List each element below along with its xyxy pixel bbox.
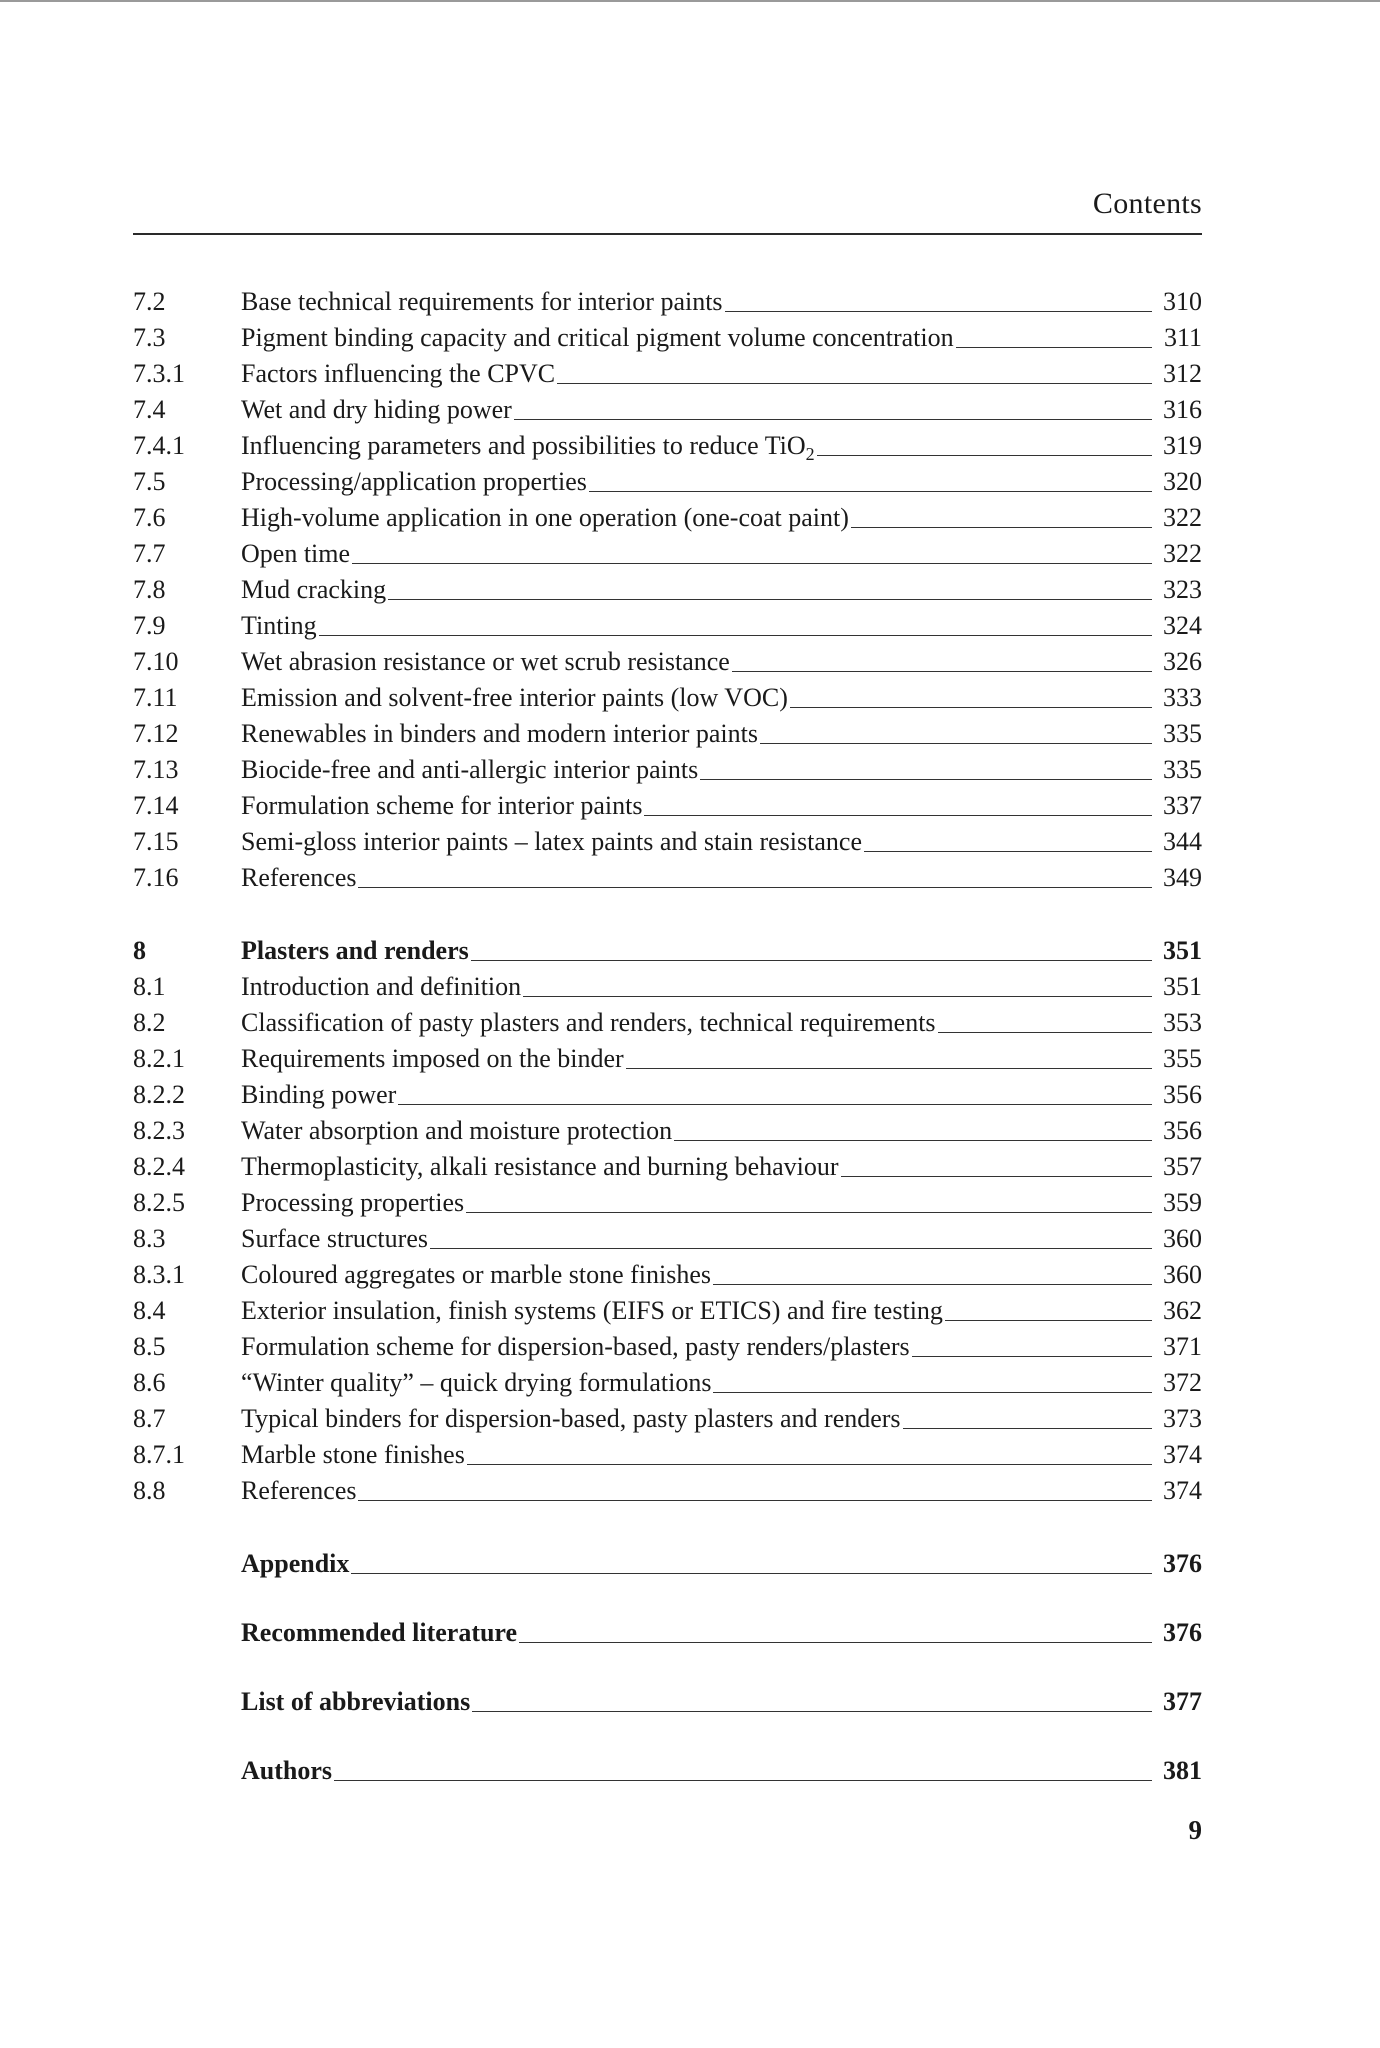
toc-entry-page: 326 <box>1163 647 1202 676</box>
toc-entry-title-wrap <box>241 1149 1154 1185</box>
toc-entry-page: 310 <box>1163 287 1202 316</box>
toc-entry-title-wrap <box>241 1684 1154 1720</box>
toc-entry[interactable] <box>133 284 1202 320</box>
toc-entry-title <box>241 1615 517 1651</box>
toc-entry-page: 374 <box>1163 1440 1202 1469</box>
toc-leader-line <box>864 851 1152 852</box>
toc-entry-title-text: Base technical requirements for interior paints <box>241 287 723 316</box>
toc-entry-title-wrap <box>241 824 1154 860</box>
toc-entry-page: 353 <box>1163 1008 1202 1037</box>
toc-entry[interactable] <box>133 1005 1202 1041</box>
toc-entry-title <box>241 680 788 716</box>
toc-leader-line <box>472 1711 1152 1712</box>
toc-entry[interactable] <box>133 1365 1202 1401</box>
toc-entry-title <box>241 644 730 680</box>
toc-entry-number: 7.9 <box>133 611 166 640</box>
toc-entry-title <box>241 716 758 752</box>
toc-leader-line <box>903 1428 1152 1429</box>
toc-spacer <box>133 896 1202 933</box>
toc-entry-title-wrap <box>241 1753 1154 1789</box>
toc-entry-title-wrap <box>241 500 1154 536</box>
toc-entry-page: 312 <box>1163 359 1202 388</box>
toc-leader-line <box>467 1464 1152 1465</box>
toc-entry-title-wrap <box>241 860 1154 896</box>
toc-spacer <box>133 1509 1202 1546</box>
toc-entry-page: 371 <box>1163 1332 1202 1361</box>
toc-entry-title-text: Processing properties <box>241 1188 465 1217</box>
toc-leader-line <box>760 743 1152 744</box>
toc-entry-title-text: Marble stone finishes <box>241 1440 465 1469</box>
toc-entry-number: 7.10 <box>133 647 179 676</box>
toc-entry-title <box>241 608 317 644</box>
toc-entry-title <box>241 933 469 969</box>
toc-entry-number: 8.2 <box>133 1008 166 1037</box>
toc-entry-number: 7.7 <box>133 539 166 568</box>
toc-entry-title-text: Requirements imposed on the binder <box>241 1044 624 1073</box>
toc-entry-title-text: Tinting <box>241 611 317 640</box>
toc-entry-title <box>241 752 698 788</box>
toc-entry-number: 7.3 <box>133 323 166 352</box>
toc-entry-page: 376 <box>1163 1618 1202 1647</box>
toc-entry-title-text: Introduction and definition <box>241 972 522 1001</box>
toc-entry-title-text: Appendix <box>241 1549 350 1578</box>
toc-leader-line <box>430 1248 1152 1249</box>
toc-entry-title-text: Open time <box>241 539 351 568</box>
toc-entry-title <box>241 860 356 896</box>
toc-entry-title <box>241 1546 349 1582</box>
toc-entry-title-wrap <box>241 1615 1154 1651</box>
toc-entry-title <box>241 320 954 356</box>
toc-leader-line <box>319 635 1152 636</box>
toc-entry-title-text: Binding power <box>241 1080 397 1109</box>
toc-entry[interactable] <box>133 1113 1202 1149</box>
toc-leader-line <box>626 1068 1152 1069</box>
toc-entry-page: 356 <box>1163 1080 1202 1109</box>
toc-entry-page: 360 <box>1163 1224 1202 1253</box>
toc-entry-title-text: Exterior insulation, finish systems (EIFS or ETICS) and fire testing <box>241 1296 943 1325</box>
toc-entry-title <box>241 1437 465 1473</box>
toc-entry-number: 8.4 <box>133 1296 166 1325</box>
toc-entry-title-text: Processing/application properties <box>241 467 587 496</box>
toc-entry-title-wrap <box>241 1293 1154 1329</box>
toc-entry-page: 374 <box>1163 1476 1202 1505</box>
toc-entry[interactable] <box>133 644 1202 680</box>
toc-leader-line <box>514 419 1152 420</box>
toc-entry-title-wrap <box>241 1005 1154 1041</box>
toc-entry-title-text: Surface structures <box>241 1224 428 1253</box>
toc-entry-title <box>241 1365 711 1401</box>
toc-entry-title-wrap <box>241 1185 1154 1221</box>
toc-entry-title-text: Classification of pasty plasters and renders, technical requirements <box>241 1008 936 1037</box>
toc-entry-title-text: Pigment binding capacity and critical pigment volume concentration <box>241 323 954 352</box>
toc-spacer <box>133 1651 1202 1684</box>
toc-entry[interactable] <box>133 536 1202 572</box>
toc-leader-line <box>589 491 1152 492</box>
toc-leader-line <box>358 1500 1152 1501</box>
toc-entry-number: 7.15 <box>133 827 179 856</box>
toc-entry-page: 355 <box>1163 1044 1202 1073</box>
toc-leader-line <box>700 779 1152 780</box>
toc-entry-number: 7.11 <box>133 683 178 712</box>
toc-leader-line <box>523 996 1152 997</box>
toc-entry-title-text: Thermoplasticity, alkali resistance and burning behaviour <box>241 1152 839 1181</box>
toc-entry-subscript: 2 <box>805 444 815 465</box>
toc-entry-page: 377 <box>1163 1687 1202 1716</box>
toc-entry-number: 8.2.1 <box>133 1044 185 1073</box>
toc-leader-line <box>352 563 1152 564</box>
toc-spacer <box>133 1582 1202 1615</box>
toc-entry-title-wrap <box>241 1365 1154 1401</box>
toc-entry-number: 8 <box>133 936 146 965</box>
toc-entry[interactable] <box>133 392 1202 428</box>
toc-entry-number: 8.6 <box>133 1368 166 1397</box>
toc-entry-page: 311 <box>1163 323 1202 352</box>
toc-leader-line <box>674 1140 1152 1141</box>
toc-entry-page: 373 <box>1163 1404 1202 1433</box>
toc-entry[interactable] <box>133 1257 1202 1293</box>
toc-entry-title-wrap <box>241 1221 1154 1257</box>
toc-entry[interactable] <box>133 320 1202 356</box>
page-folio: 9 <box>1188 1815 1202 1845</box>
toc-entry-title <box>241 788 642 824</box>
toc-entry-title <box>241 1185 464 1221</box>
toc-entry[interactable] <box>133 860 1202 896</box>
toc-entry-page: 324 <box>1163 611 1202 640</box>
toc-entry-title-wrap <box>241 1473 1154 1509</box>
toc-entry-page: 359 <box>1163 1188 1202 1217</box>
toc-entry-number: 7.6 <box>133 503 166 532</box>
toc-entry-title-text: Renewables in binders and modern interior paints <box>241 719 758 748</box>
toc-entry-title <box>241 1401 901 1437</box>
toc-leader-line <box>851 527 1152 528</box>
toc-entry-page: 337 <box>1163 791 1202 820</box>
toc-entry-page: 381 <box>1163 1756 1202 1785</box>
toc-entry-number: 8.8 <box>133 1476 166 1505</box>
toc-entry-number: 7.8 <box>133 575 166 604</box>
toc-entry-page: 362 <box>1163 1296 1202 1325</box>
toc-entry[interactable] <box>133 1185 1202 1221</box>
toc-entry[interactable] <box>133 1473 1202 1509</box>
toc-entry-page: 335 <box>1163 755 1202 784</box>
toc-entry[interactable] <box>133 572 1202 608</box>
toc-entry-title-text: High-volume application in one operation (one-coat paint) <box>241 503 849 532</box>
toc-entry-number: 7.13 <box>133 755 179 784</box>
toc-entry-page: 333 <box>1163 683 1202 712</box>
toc-entry-number: 7.5 <box>133 467 166 496</box>
toc-entry-number: 8.5 <box>133 1332 166 1361</box>
running-header <box>133 185 1202 235</box>
toc-entry-title-wrap <box>241 788 1154 824</box>
toc-entry-number: 8.7.1 <box>133 1440 185 1469</box>
toc-leader-line <box>945 1320 1152 1321</box>
toc-leader-line <box>388 599 1152 600</box>
toc-entry-number: 7.3.1 <box>133 359 185 388</box>
toc-entry-title-wrap <box>241 284 1154 320</box>
toc-entry[interactable] <box>133 428 1202 464</box>
toc-entry-title-text: Recommended literature <box>241 1618 518 1647</box>
toc-entry[interactable] <box>133 1546 1202 1582</box>
toc-entry-page: 360 <box>1163 1260 1202 1289</box>
toc-entry-number: 8.3.1 <box>133 1260 185 1289</box>
toc-entry-number: 7.2 <box>133 287 166 316</box>
toc-entry-title-text: References <box>241 863 357 892</box>
toc-entry-title <box>241 536 350 572</box>
toc-entry-number: 8.3 <box>133 1224 166 1253</box>
toc-leader-line <box>351 1573 1152 1574</box>
toc-entry-number: 8.2.2 <box>133 1080 185 1109</box>
toc-entry-title-text: List of abbreviations <box>241 1687 471 1716</box>
toc-entry-title-wrap <box>241 1077 1154 1113</box>
toc-entry-title <box>241 392 512 428</box>
toc-entry-title-text: Authors <box>241 1756 333 1785</box>
toc-leader-line <box>358 887 1152 888</box>
toc-entry-page: 319 <box>1163 431 1202 460</box>
toc-leader-line <box>841 1176 1152 1177</box>
toc-entry-page: 351 <box>1163 936 1202 965</box>
toc-entry-title-wrap <box>241 356 1154 392</box>
toc-entry-page: 316 <box>1163 395 1202 424</box>
toc-entry[interactable] <box>133 464 1202 500</box>
toc-entry-title-wrap <box>241 969 1154 1005</box>
toc-entry-title-text: Biocide-free and anti-allergic interior paints <box>241 755 699 784</box>
book-page <box>133 0 1202 2048</box>
toc-entry[interactable] <box>133 680 1202 716</box>
toc-entry-title-text: Emission and solvent-free interior paints (low VOC) <box>241 683 788 712</box>
toc-entry-title <box>241 428 815 464</box>
toc-leader-line <box>732 671 1152 672</box>
toc-entry-title <box>241 572 386 608</box>
toc-entry[interactable] <box>133 1293 1202 1329</box>
toc-entry[interactable] <box>133 824 1202 860</box>
toc-leader-line <box>725 311 1152 312</box>
toc-leader-line <box>471 960 1152 961</box>
toc-entry-title-wrap <box>241 752 1154 788</box>
toc-entry-title-text: Mud cracking <box>241 575 387 604</box>
toc-leader-line <box>817 455 1152 456</box>
toc-leader-line <box>398 1104 1152 1105</box>
toc-entry[interactable] <box>133 1615 1202 1651</box>
toc-entry-title <box>241 1753 332 1789</box>
toc-entry-page: 323 <box>1163 575 1202 604</box>
toc-entry[interactable] <box>133 1437 1202 1473</box>
toc-entry[interactable] <box>133 969 1202 1005</box>
toc-entry-title <box>241 1473 356 1509</box>
toc-entry[interactable] <box>133 1149 1202 1185</box>
toc-entry-title-text: Typical binders for dispersion-based, pasty plasters and renders <box>241 1404 901 1433</box>
toc-entry-title-wrap <box>241 320 1154 356</box>
toc-entry-page: 357 <box>1163 1152 1202 1181</box>
toc-entry[interactable] <box>133 933 1202 969</box>
toc-leader-line <box>713 1284 1152 1285</box>
toc-entry-title-wrap <box>241 572 1154 608</box>
toc-entry-number: 7.4.1 <box>133 431 185 460</box>
toc-entry-title-text: Formulation scheme for dispersion-based, pasty renders/plasters <box>241 1332 910 1361</box>
toc-leader-line <box>519 1642 1152 1643</box>
toc-entry-title-text: Formulation scheme for interior paints <box>241 791 643 820</box>
toc-entry[interactable] <box>133 1684 1202 1720</box>
table-of-contents <box>133 284 1202 1789</box>
toc-entry-title <box>241 356 555 392</box>
toc-entry-title <box>241 1293 943 1329</box>
toc-entry-page: 372 <box>1163 1368 1202 1397</box>
toc-leader-line <box>557 383 1152 384</box>
toc-entry-title-text: Water absorption and moisture protection <box>241 1116 673 1145</box>
toc-entry-title <box>241 1257 711 1293</box>
toc-entry[interactable] <box>133 500 1202 536</box>
toc-entry[interactable] <box>133 1329 1202 1365</box>
toc-leader-line <box>790 707 1152 708</box>
toc-entry-title <box>241 1077 396 1113</box>
toc-entry-number: 8.1 <box>133 972 166 1001</box>
toc-entry-title <box>241 969 521 1005</box>
toc-leader-line <box>644 815 1152 816</box>
toc-entry-title-wrap <box>241 644 1154 680</box>
toc-entry[interactable] <box>133 1077 1202 1113</box>
toc-entry-page: 349 <box>1163 863 1202 892</box>
toc-entry-title-wrap <box>241 1437 1154 1473</box>
toc-entry[interactable] <box>133 1221 1202 1257</box>
toc-leader-line <box>334 1780 1152 1781</box>
toc-entry-title-wrap <box>241 428 1154 464</box>
toc-entry-page: 356 <box>1163 1116 1202 1145</box>
toc-entry-title <box>241 1684 470 1720</box>
toc-entry-title <box>241 1221 428 1257</box>
toc-entry-title-text: Coloured aggregates or marble stone finishes <box>241 1260 712 1289</box>
toc-entry-title <box>241 1149 839 1185</box>
toc-entry-title-text: Plasters and renders <box>241 936 469 965</box>
toc-entry-title <box>241 500 849 536</box>
toc-entry-title-wrap <box>241 608 1154 644</box>
toc-entry-number: 8.2.3 <box>133 1116 185 1145</box>
running-title: Contents <box>1092 187 1202 220</box>
toc-entry-title-wrap <box>241 536 1154 572</box>
toc-entry[interactable] <box>133 752 1202 788</box>
toc-entry-title-text: Influencing parameters and possibilities to reduce TiO <box>241 431 806 460</box>
toc-entry-title-wrap <box>241 464 1154 500</box>
toc-entry-title-wrap <box>241 1113 1154 1149</box>
toc-entry-page: 344 <box>1163 827 1202 856</box>
toc-entry-title-wrap <box>241 1041 1154 1077</box>
toc-entry-title-wrap <box>241 1401 1154 1437</box>
toc-entry-title-wrap <box>241 1546 1154 1582</box>
toc-entry-title <box>241 1329 910 1365</box>
toc-leader-line <box>912 1356 1152 1357</box>
toc-entry-title <box>241 1041 624 1077</box>
toc-entry-page: 376 <box>1163 1549 1202 1578</box>
toc-entry-title <box>241 1113 672 1149</box>
toc-entry-title <box>241 824 862 860</box>
toc-leader-line <box>938 1032 1152 1033</box>
toc-entry-number: 8.7 <box>133 1404 166 1433</box>
toc-entry[interactable] <box>133 608 1202 644</box>
toc-entry-title-wrap <box>241 933 1154 969</box>
toc-entry[interactable] <box>133 356 1202 392</box>
toc-entry-title-wrap <box>241 1329 1154 1365</box>
toc-entry-number: 7.16 <box>133 863 179 892</box>
toc-entry-title <box>241 464 587 500</box>
toc-entry[interactable] <box>133 1041 1202 1077</box>
toc-entry-page: 351 <box>1163 972 1202 1001</box>
toc-leader-line <box>956 347 1152 348</box>
toc-entry-title <box>241 1005 936 1041</box>
toc-entry-page: 322 <box>1163 539 1202 568</box>
toc-entry-title <box>241 284 723 320</box>
toc-entry-title-wrap <box>241 392 1154 428</box>
toc-entry-number: 7.14 <box>133 791 179 820</box>
toc-leader-line <box>713 1392 1152 1393</box>
toc-entry-title-text: Wet and dry hiding power <box>241 395 512 424</box>
toc-entry-page: 335 <box>1163 719 1202 748</box>
toc-entry-number: 8.2.5 <box>133 1188 185 1217</box>
toc-entry-title-text: Factors influencing the CPVC <box>241 359 556 388</box>
toc-spacer <box>133 1720 1202 1753</box>
toc-entry-title-wrap <box>241 1257 1154 1293</box>
toc-entry[interactable] <box>133 788 1202 824</box>
toc-entry-title-wrap <box>241 680 1154 716</box>
toc-entry-title-text: References <box>241 1476 357 1505</box>
toc-entry-number: 7.12 <box>133 719 179 748</box>
toc-entry-number: 8.2.4 <box>133 1152 185 1181</box>
toc-entry[interactable] <box>133 1401 1202 1437</box>
toc-entry-title-text: Semi-gloss interior paints – latex paints and stain resistance <box>241 827 862 856</box>
toc-entry-number: 7.4 <box>133 395 166 424</box>
toc-entry-title-wrap <box>241 716 1154 752</box>
toc-entry-title-text: “Winter quality” – quick drying formulations <box>241 1368 712 1397</box>
toc-entry[interactable] <box>133 716 1202 752</box>
toc-entry[interactable] <box>133 1753 1202 1789</box>
toc-leader-line <box>466 1212 1152 1213</box>
toc-entry-title-text: Wet abrasion resistance or wet scrub resistance <box>241 647 730 676</box>
toc-entry-page: 320 <box>1163 467 1202 496</box>
toc-entry-page: 322 <box>1163 503 1202 532</box>
